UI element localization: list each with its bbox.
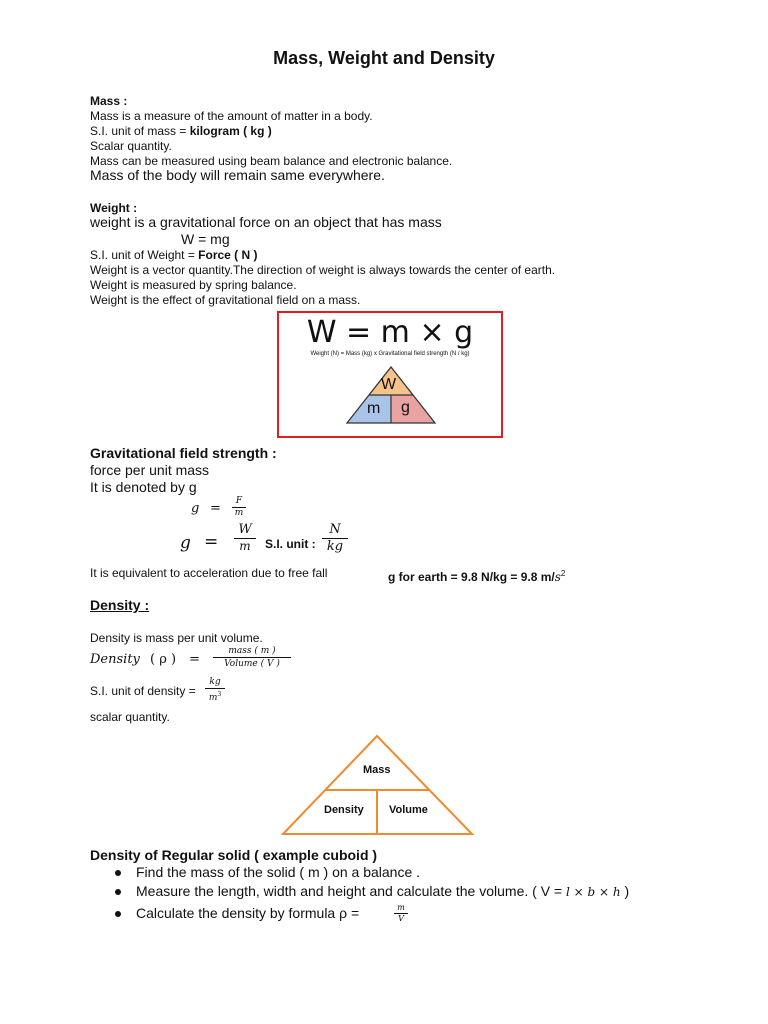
- gravity-heading: Gravitational field strength :: [90, 445, 277, 461]
- density-triangle-volume: Volume: [389, 804, 428, 816]
- weight-big-formula: W = m × g: [306, 315, 474, 350]
- g-eq2-equals: =: [204, 532, 219, 552]
- regular-step-2-text: Measure the length, width and height and calculate the volume. ( V =: [136, 883, 566, 899]
- weight-unit: [90, 248, 258, 263]
- weight-field-effect: Weight is the effect of gravitational field on a mass.: [90, 293, 361, 307]
- gravity-earth-text: g for earth = 9.8 N/kg = 9.8 m/: [388, 570, 555, 584]
- weight-triangle: [345, 365, 437, 425]
- gravity-unit-denominator: kg: [326, 539, 344, 554]
- mass-unit-label: S.I. unit of mass =: [90, 124, 190, 138]
- weight-formula-box: [277, 311, 503, 438]
- regular-step-3-numerator: m: [397, 903, 405, 912]
- gravity-unit-label: S.I. unit :: [265, 537, 316, 551]
- gravity-earth-s: s: [554, 570, 561, 584]
- weight-triangle-left: m: [367, 400, 381, 417]
- mass-unit-value: kilogram ( kg ): [189, 124, 272, 138]
- g-eq1-numerator: F: [235, 496, 243, 506]
- regular-step-3-fraction: [394, 903, 408, 924]
- g-eq1-denominator: m: [234, 508, 244, 518]
- mass-heading: Mass :: [90, 94, 128, 108]
- gravity-earth-value: [388, 566, 565, 585]
- density-unit-den-sup: 3: [217, 691, 222, 698]
- mass-definition: Mass is a measure of the amount of matter in a body.: [90, 109, 373, 123]
- density-eq-numerator: mass ( m ): [228, 646, 276, 656]
- weight-triangle-top: W: [381, 376, 397, 393]
- density-unit-numerator: kg: [209, 677, 221, 687]
- density-unit-fraction: [205, 677, 225, 704]
- weight-definition: weight is a gravitational force on an object that has mass: [90, 214, 442, 230]
- density-eq-denominator: Volume ( V ): [224, 659, 280, 669]
- gravity-earth-sup: 2: [560, 569, 566, 578]
- density-eq-rho: ( ρ ): [150, 652, 177, 667]
- density-eq-fraction: [213, 645, 291, 670]
- density-triangle: [280, 733, 475, 837]
- g-eq2-numerator: W: [238, 522, 252, 537]
- mass-measurement: Mass can be measured using beam balance and electronic balance.: [90, 154, 453, 168]
- gravity-definition: force per unit mass: [90, 462, 210, 478]
- regular-step-3: Calculate the density by formula ρ =: [136, 905, 360, 921]
- gravity-symbol-note: It is denoted by g: [90, 479, 197, 495]
- g-eq2-denominator: m: [239, 539, 251, 553]
- weight-vector: Weight is a vector quantity.The direction of weight is always towards the center of earth.: [90, 263, 556, 277]
- g-eq1-equals: =: [210, 501, 221, 516]
- density-scalar: scalar quantity.: [90, 710, 170, 724]
- page-title: Mass, Weight and Density: [273, 48, 495, 68]
- density-definition: Density is mass per unit volume.: [90, 631, 263, 645]
- g-eq2-lhs: g: [180, 533, 191, 553]
- weight-spring-balance: Weight is measured by spring balance.: [90, 278, 297, 292]
- weight-unit-label: S.I. unit of Weight =: [90, 248, 199, 262]
- regular-step-2-suffix: ): [620, 883, 630, 899]
- bullet-1: [115, 870, 121, 876]
- g-eq2-fraction: [234, 522, 256, 553]
- weight-unit-value: Force ( N ): [198, 248, 258, 262]
- density-unit-den-m: m: [208, 693, 218, 703]
- mass-unit: [90, 124, 272, 139]
- g-eq1-fraction: [232, 496, 246, 519]
- density-heading: Density :: [90, 597, 150, 613]
- regular-step-2-math: l × b × h: [566, 885, 621, 899]
- regular-solid-heading: Density of Regular solid ( example cuboid ): [90, 847, 378, 863]
- density-eq-lhs: Density: [90, 652, 140, 667]
- bullet-3: [115, 911, 121, 917]
- gravity-unit-numerator: N: [329, 522, 341, 537]
- mass-scalar: Scalar quantity.: [90, 139, 172, 153]
- g-eq1-lhs: g: [191, 501, 200, 516]
- density-unit-denominator: [209, 689, 221, 704]
- density-triangle-density: Density: [324, 804, 364, 816]
- regular-step-3-denominator: V: [398, 914, 404, 923]
- bullet-2: [115, 889, 121, 895]
- density-triangle-mass: Mass: [363, 764, 391, 776]
- weight-heading: Weight :: [90, 201, 138, 215]
- regular-step-1: Find the mass of the solid ( m ) on a balance .: [136, 864, 421, 880]
- weight-triangle-right: g: [401, 399, 410, 416]
- gravity-free-fall-note: It is equivalent to acceleration due to free fall: [90, 566, 328, 580]
- regular-step-2: [136, 883, 629, 901]
- weight-formula: W = mg: [181, 231, 230, 247]
- gravity-unit-fraction: [322, 522, 348, 554]
- weight-formula-caption: Weight (N) = Mass (kg) x Gravitational field strength (N / kg): [310, 351, 470, 357]
- density-eq-equals: =: [189, 652, 200, 667]
- density-unit-label: S.I. unit of density =: [90, 684, 196, 698]
- mass-invariance: Mass of the body will remain same everywhere.: [90, 167, 385, 183]
